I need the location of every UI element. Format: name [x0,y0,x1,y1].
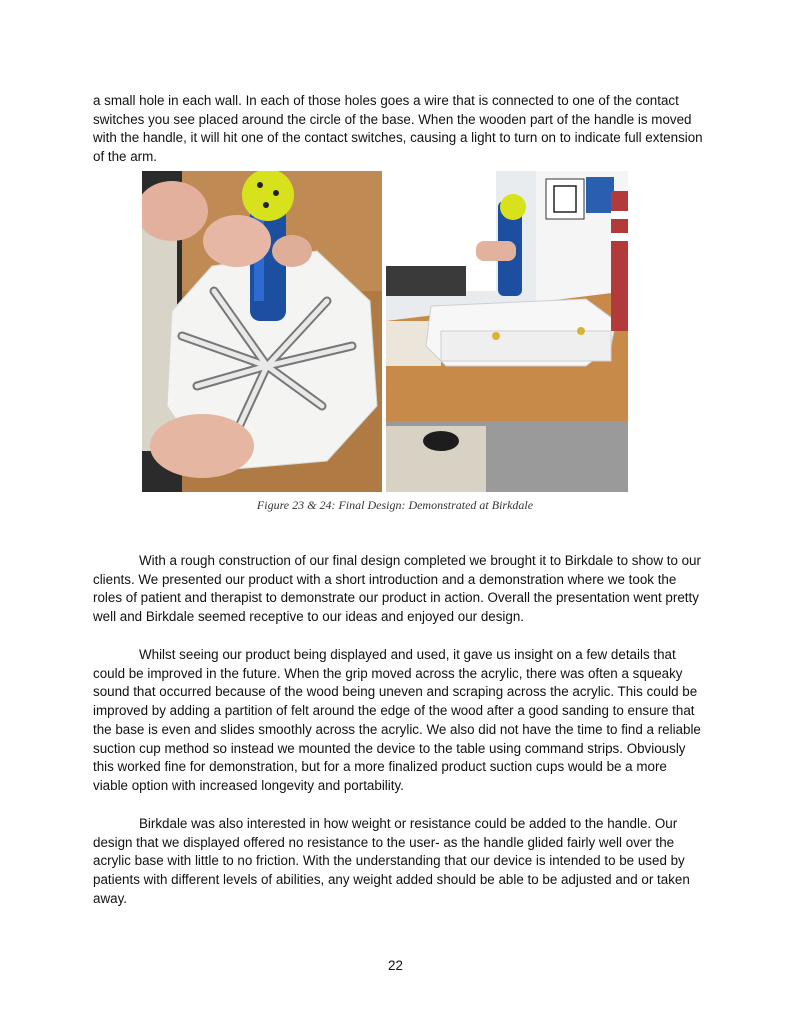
intro-paragraph: a small hole in each wall. In each of those holes goes a wire that is connected to one of the contact switches you see placed around the circle of the base. When the wooden part of the handle is moved with the handle, it will hit one of the contact switches, causing a light to turn on to indicate full extension of the arm. [93,93,703,165]
figure-24-photo [386,171,628,492]
body-paragraph-2: Whilst seeing our product being displayed and used, it gave us insight on a few details that could be improved in the future. When the grip moved across the acrylic, there was often a squeaky sound that occurred because of the wood being uneven and scraping across the acrylic. This could be improved by adding a partition of felt around the edge of the wood after a good sanding to ensure that the base is even and slides smoothly across the acrylic. We also did not have the time to find a reliable suction cup method so instead we mounted the device to the table using command strips. Obviously this worked fine for demonstration, but for a more finalized product suction cups would be a more viable option with increased longevity and portability. [93,647,701,793]
body-paragraph-1: With a rough construction of our final design completed we brought it to Birkdale to show to our clients. We presented our product with a short introduction and a demonstration where we took the roles of patient and therapist to demonstrate our product in action. Overall the presentation went pretty well and Birkdale seemed receptive to our ideas and enjoyed our design. [93,553,701,625]
page-number: 22 [388,958,403,973]
figure-23-photo [142,171,382,492]
body-paragraph-3: Birkdale was also interested in how weight or resistance could be added to the handle. Our design that we displayed offered no resistance to the user- as the handle glided fairly well over the acrylic base with little to no friction. With the understanding that our device is intended to be used by patients with different levels of abilities, any weight added should be able to be adjusted and or taken away. [93,816,690,906]
figure-caption: Figure 23 & 24: Final Design: Demonstrated at Birkdale [256,498,534,512]
